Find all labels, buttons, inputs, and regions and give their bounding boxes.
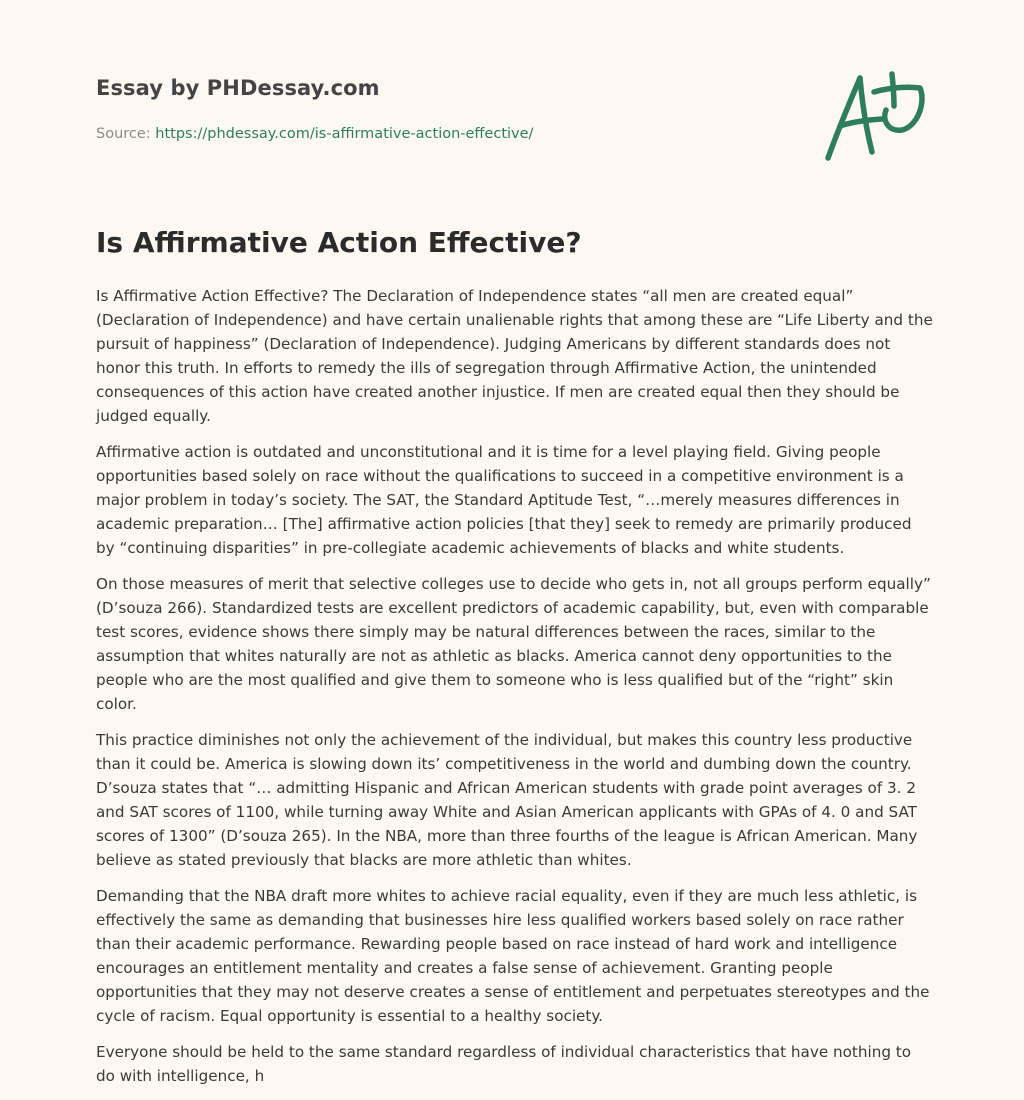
essay-paragraph: This practice diminishes not only the achievement of the individual, but makes this country less productive than it could be. America is slowing down its’ competitiveness in the world and dumbing down the country. D’souza states that “… admitting Hispanic and African American students with grade point averages of 3. 2 and SAT scores of 1100, while turning away White and Asian American applicants with GPAs of 4. 0 and SAT scores of 1300” (D’souza 265). In the NBA, more than three fourths of the league is African American. Many believe as stated previously that blacks are more athletic than whites. [96,731,918,869]
essay-paragraph: Everyone should be held to the same standard regardless of individual characteristics that have nothing to do with intelligence, h [96,1043,912,1085]
source-link[interactable]: https://phdessay.com/is-affirmative-action-effective/ [155,126,534,142]
essay-title: Is Affirmative Action Effective? [96,226,582,259]
source-label: Source: [96,126,156,142]
essay-body [96,284,934,1100]
essay-paragraph: On those measures of merit that selective colleges use to decide who gets in, not all groups perform equally” (D’souza 266). Standardized tests are excellent predictors of academic capability, but, even with comparable test scores, evidence shows there simply may be natural differences between the races, similar to the assumption that whites naturally are not as athletic as blacks. America cannot deny opportunities to the people who are the most qualified and give them to someone who is less qualified but of the “right” skin color. [96,575,931,713]
essay-paragraph: Affirmative action is outdated and unconstitutional and it is time for a level playing field. Giving people opportunities based solely on race without the qualifications to succeed in a competitive environment is a major problem in today’s society. The SAT, the Standard Aptitude Test, “…merely measures differences in academic preparation… [The] affirmative action policies [that they] seek to remedy are primarily produced by “continuing disparities” in pre-collegiate academic achievements of blacks and white students. [96,443,912,557]
a-plus-logo-icon [822,66,932,166]
essay-paragraph: Is Affirmative Action Effective? The Declaration of Independence states “all men are created equal” (Declaration of Independence) and have certain unalienable rights that among these are “Life Liberty and the pursuit of happiness” (Declaration of Independence). Judging Americans by different standards does not honor this truth. In efforts to remedy the ills of segregation through Affirmative Action, the unintended consequences of this action have created another injustice. If men are created equal then they should be judged equally. [96,287,933,425]
essay-paragraph: Demanding that the NBA draft more whites to achieve racial equality, even if they are much less athletic, is effectively the same as demanding that businesses hire less qualified workers based solely on race rather than their academic performance. Rewarding people based on race instead of hard work and intelligence encourages an entitlement mentality and creates a false sense of achievement. Granting people opportunities that they may not deserve creates a sense of entitlement and perpetuates stereotypes and the cycle of racism. Equal opportunity is essential to a healthy society. [96,887,930,1025]
site-title: Essay by PHDessay.com [96,76,380,100]
page-header [96,76,796,142]
source-line [96,126,796,142]
